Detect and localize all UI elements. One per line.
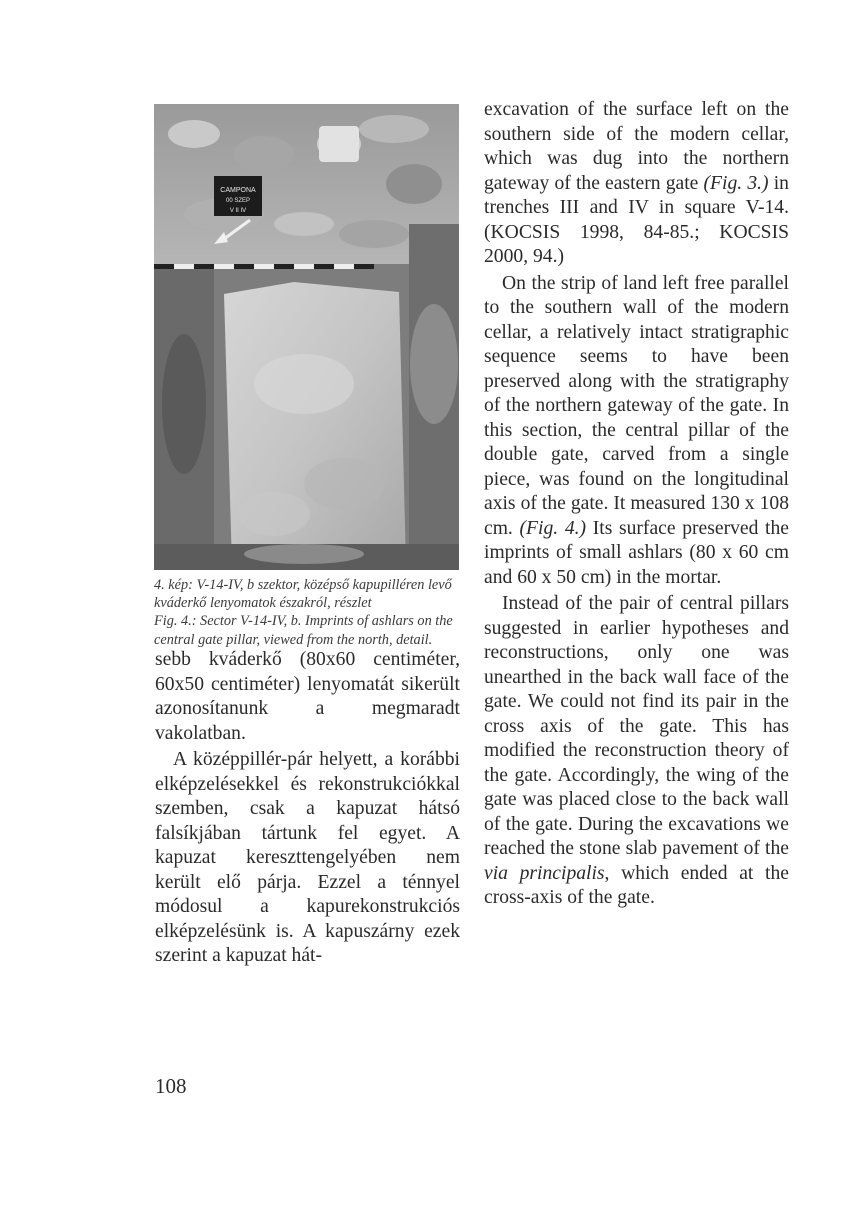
right-paragraph-3: Instead of the pair of central pillars suggested in earlier hypotheses and reconstructions, only one was unearthed in the back wall face of the gate. We could not find its pair in the cross axis of the gate. This has modified the reconstruction theory of the gate. Accordingly, the wing of the gate was placed close to the back wall of the gate. During the excavations we reached the stone slab pavement of the via principalis, which ended at the cross-axis of the gate. (484, 593, 789, 908)
photo-sign-text: CAMPONA (220, 187, 256, 194)
right-column (484, 98, 789, 911)
caption-hungarian: 4. kép: V-14-IV, b szektor, középső kapupilléren levő kváderkő lenyomatok északról, részlet (154, 577, 452, 612)
left-column (155, 648, 460, 969)
excavation-photo-image (154, 104, 459, 570)
right-paragraph-2: On the strip of land left free parallel to the southern wall of the modern cellar, a relatively intact stratigraphic sequence seems to have been preserved along with the stratigraphy of the northern gateway of the gate. In this section, the central pillar of the double gate, carved from a single piece, was found on the longitudinal axis of the gate. It measured 130 x 108 cm. (Fig. 4.) Its surface preserved the imprints of small ashlars (80 x 60 cm and 60 x 50 cm) in the mortar. (484, 272, 789, 588)
caption-english: Fig. 4.: Sector V-14-IV, b. Imprints of ashlars on the central gate pillar, viewed from the north, detail. (154, 613, 453, 648)
left-paragraph-2: A középpillér-pár helyett, a korábbi elképzelésekkel és rekonstrukciókkal szemben, csak a kapuzat hátsó falsíkjában tártunk fel egyet. A kapuzat kereszttengelyében nem került elő párja. Ezzel a ténnyel módosul a kapurekonstrukciós elképzelésünk is. A kapuszárny ezek szerint a kapuzat hát- (155, 749, 460, 966)
latin-term: via principalis (484, 862, 605, 884)
page-number: 108 (155, 1074, 187, 1098)
figure-caption (154, 576, 464, 649)
figure-reference: (Fig. 3.) (703, 172, 769, 194)
svg-text:00 SZEP: 00 SZEP (225, 198, 251, 204)
svg-text:V II IV: V II IV (229, 208, 247, 214)
measuring-rod (154, 264, 374, 269)
figure-reference: (Fig. 4.) (519, 517, 587, 539)
excavation-photo (154, 104, 459, 570)
left-paragraph-1: sebb kváderkő (80x60 centiméter, 60x50 centiméter) lenyomatát sikerült azonosítanunk a megmaradt vakolatban. (155, 649, 460, 744)
right-paragraph-1: excavation of the surface left on the southern side of the modern cellar, which was dug into the northern gateway of the eastern gate (Fig. 3.) in trenches III and IV in square V-14. (KOCSIS 1998, 84-85.; KOCSIS 2000, 94.) (484, 99, 789, 267)
